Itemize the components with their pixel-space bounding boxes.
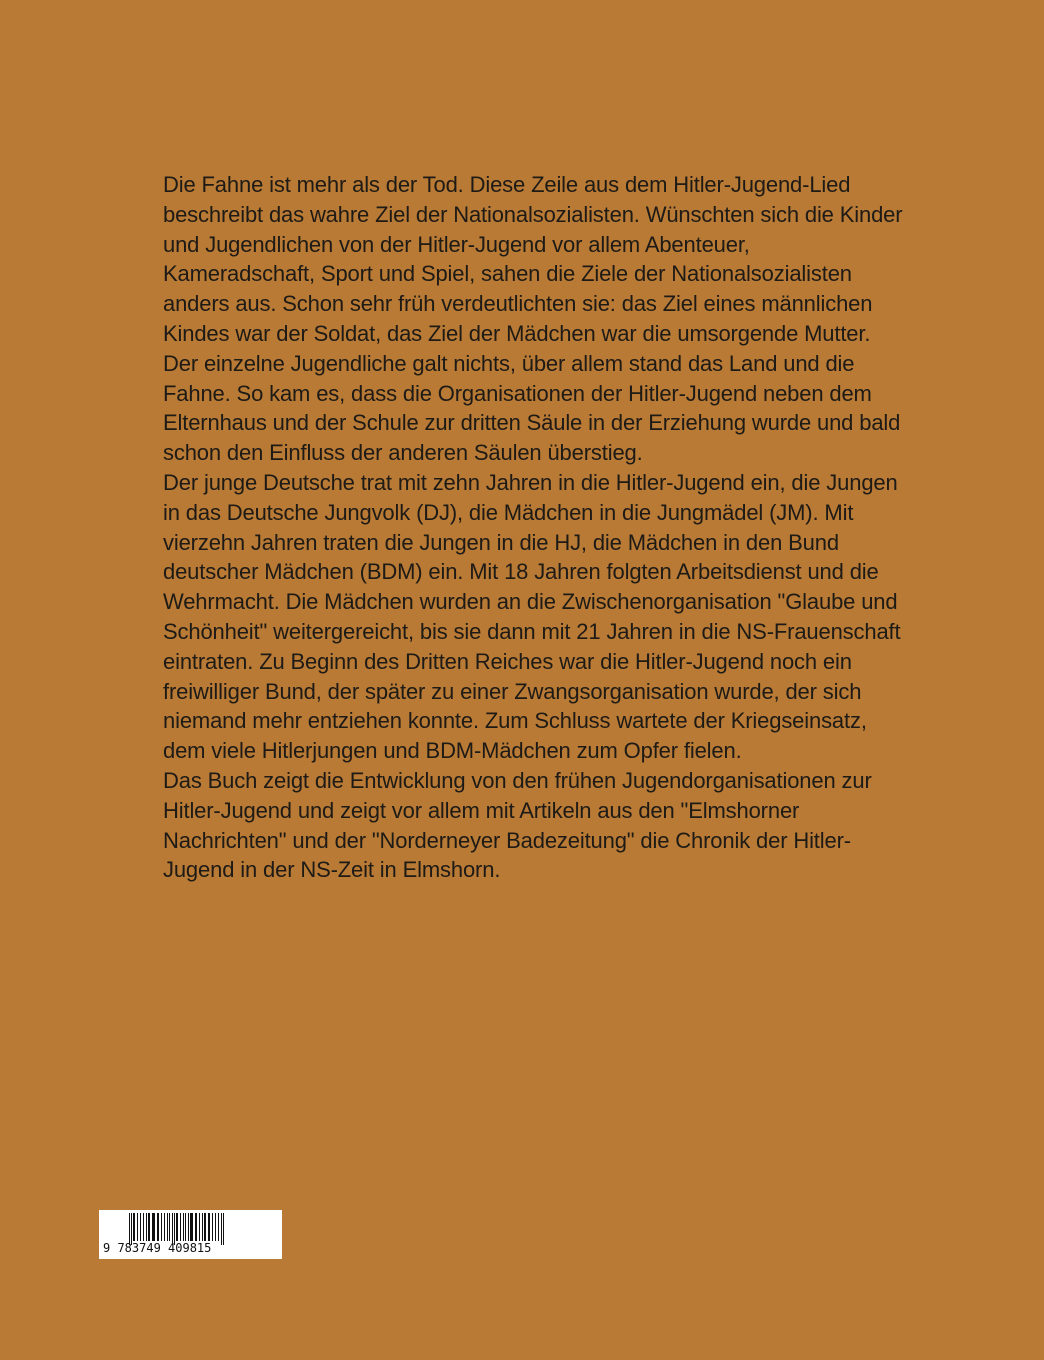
blurb-paragraph-3: Das Buch zeigt die Entwicklung von den frühen Jugendorganisationen zur Hitler-Jugend und zeigt vor allem mit Artikeln aus den "Elmshorner Nachrichten" und der "Norderneyer Badezeitung" die Chronik der Hitler-Jugend in der NS-Zeit in Elmshorn. — [163, 767, 872, 883]
barcode-bar — [137, 1213, 138, 1241]
barcode-bar — [167, 1213, 168, 1241]
barcode-bar — [140, 1213, 141, 1241]
barcode-bar — [185, 1213, 186, 1241]
barcode-bar — [223, 1213, 224, 1245]
barcode-bar — [215, 1213, 216, 1241]
blurb-paragraph-2: Der junge Deutsche trat mit zehn Jahren in die Hitler-Jugend ein, die Jungen in das Deutsche Jungvolk (DJ), die Mädchen in die Jungmädel (JM). Mit vierzehn Jahren traten die Jungen in die HJ, die Mädchen in den Bund deutscher Mädchen (BDM) ein. Mit 18 Jahren folgten Arbeitsdienst und die Wehrmacht. Die Mädchen wurden an die Zwischenorganisation "Glaube und Schönheit" weitergereicht, bis sie dann mit 21 Jahren in die NS-Frauenschaft eintraten. Zu Beginn des Dritten Reiches war die Hitler-Jugend noch ein freiwilliger Bund, der später zu einer Zwangsorganisation wurde, der sich niemand mehr entziehen konnte. Zum Schluss wartete der Kriegseinsatz, dem viele Hitlerjungen und BDM-Mädchen zum Opfer fielen. — [163, 469, 901, 764]
barcode-bar — [204, 1213, 206, 1241]
barcode-bar — [164, 1213, 165, 1241]
blurb-paragraph-1: Die Fahne ist mehr als der Tod. Diese Zeile aus dem Hitler-Jugend-Lied beschreibt das wahre Ziel der Nationalsozialisten. Wünschten sich die Kinder und Jugendlichen von der Hitler-Jugend vor allem Abenteuer, Kameradschaft, Sport und Spiel, sahen die Ziele der Nationalsozialisten anders aus. Schon sehr früh verdeutlichten sie: das Ziel eines männlichen Kindes war der Soldat, das Ziel der Mädchen war die umsorgende Mutter. Der einzelne Jugendliche galt nichts, über allem stand das Land und die Fahne. So kam es, dass die Organisationen der Hitler-Jugend neben dem Elternhaus und der Schule zur dritten Säule in der Erziehung wurde und bald schon den Einfluss der anderen Säulen überstieg. — [163, 172, 903, 466]
barcode-bar — [188, 1213, 189, 1241]
barcode-bar — [208, 1213, 210, 1241]
isbn-barcode — [99, 1210, 282, 1259]
barcode-bar — [199, 1213, 200, 1241]
barcode-bar — [133, 1213, 135, 1241]
barcode-bar — [143, 1213, 144, 1241]
barcode-bar — [195, 1213, 197, 1241]
barcode-bar — [183, 1213, 184, 1241]
barcode-bar — [157, 1213, 159, 1241]
barcode-digits: 9 783749 409815 — [103, 1241, 212, 1255]
barcode-bar — [161, 1213, 162, 1241]
barcode-bar — [152, 1213, 155, 1241]
barcode-bar — [218, 1213, 219, 1241]
barcode-bar — [169, 1213, 170, 1241]
barcode-bar — [190, 1213, 193, 1241]
barcode-bar — [212, 1213, 213, 1241]
barcode-bar — [176, 1213, 178, 1241]
blurb-text — [163, 170, 903, 885]
barcode-bar — [148, 1213, 150, 1241]
barcode-bar — [202, 1213, 203, 1241]
barcode-bar — [146, 1213, 147, 1241]
barcode-bar — [221, 1213, 222, 1245]
barcode-bar — [180, 1213, 181, 1241]
